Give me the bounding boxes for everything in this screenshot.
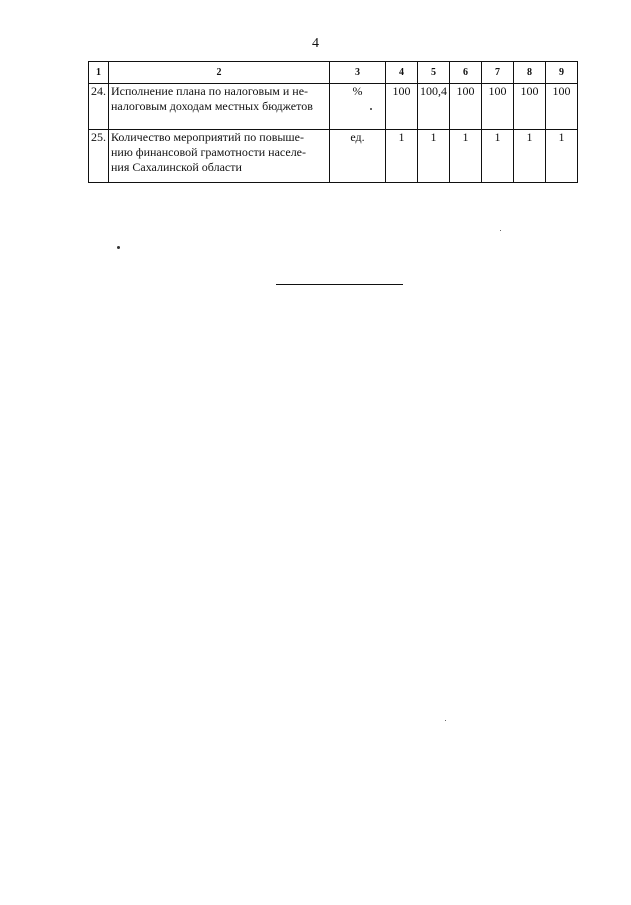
indicator-name-line: налоговым доходам местных бюджетов bbox=[111, 99, 313, 113]
column-header: 7 bbox=[482, 62, 514, 84]
indicator-name-line: Количество мероприятий по повыше- bbox=[111, 130, 304, 144]
value-cell: 100 bbox=[450, 84, 482, 130]
unit-cell: ед. bbox=[330, 130, 386, 183]
indicators-table bbox=[88, 61, 578, 183]
column-header: 4 bbox=[386, 62, 418, 84]
scan-speck bbox=[500, 230, 501, 231]
row-number: 25. bbox=[89, 130, 109, 183]
page-number: 4 bbox=[312, 36, 319, 51]
value-cell: 100 bbox=[546, 84, 578, 130]
indicator-name bbox=[109, 130, 330, 183]
header-row bbox=[89, 62, 578, 84]
value-cell: 1 bbox=[386, 130, 418, 183]
value-cell: 100 bbox=[482, 84, 514, 130]
value-cell: 1 bbox=[514, 130, 546, 183]
indicator-name-line: ния Сахалинской области bbox=[111, 160, 242, 174]
value-cell: 100 bbox=[514, 84, 546, 130]
value-cell: 100,4 bbox=[418, 84, 450, 130]
column-header: 5 bbox=[418, 62, 450, 84]
scan-speck bbox=[370, 108, 372, 110]
column-header: 2 bbox=[109, 62, 330, 84]
end-divider-line bbox=[276, 284, 403, 285]
value-cell: 100 bbox=[386, 84, 418, 130]
scan-speck bbox=[117, 246, 120, 249]
indicator-name-line: нию финансовой грамотности населе- bbox=[111, 145, 307, 159]
unit-cell: % bbox=[330, 84, 386, 130]
column-header: 3 bbox=[330, 62, 386, 84]
scan-speck bbox=[445, 720, 446, 721]
value-cell: 1 bbox=[546, 130, 578, 183]
indicator-name-line: Исполнение плана по налоговым и не- bbox=[111, 84, 309, 98]
table-row bbox=[89, 130, 578, 183]
column-header: 8 bbox=[514, 62, 546, 84]
column-header: 6 bbox=[450, 62, 482, 84]
column-header: 1 bbox=[89, 62, 109, 84]
column-header: 9 bbox=[546, 62, 578, 84]
value-cell: 1 bbox=[482, 130, 514, 183]
indicator-name bbox=[109, 84, 330, 130]
table-row bbox=[89, 84, 578, 130]
value-cell: 1 bbox=[450, 130, 482, 183]
value-cell: 1 bbox=[418, 130, 450, 183]
row-number: 24. bbox=[89, 84, 109, 130]
